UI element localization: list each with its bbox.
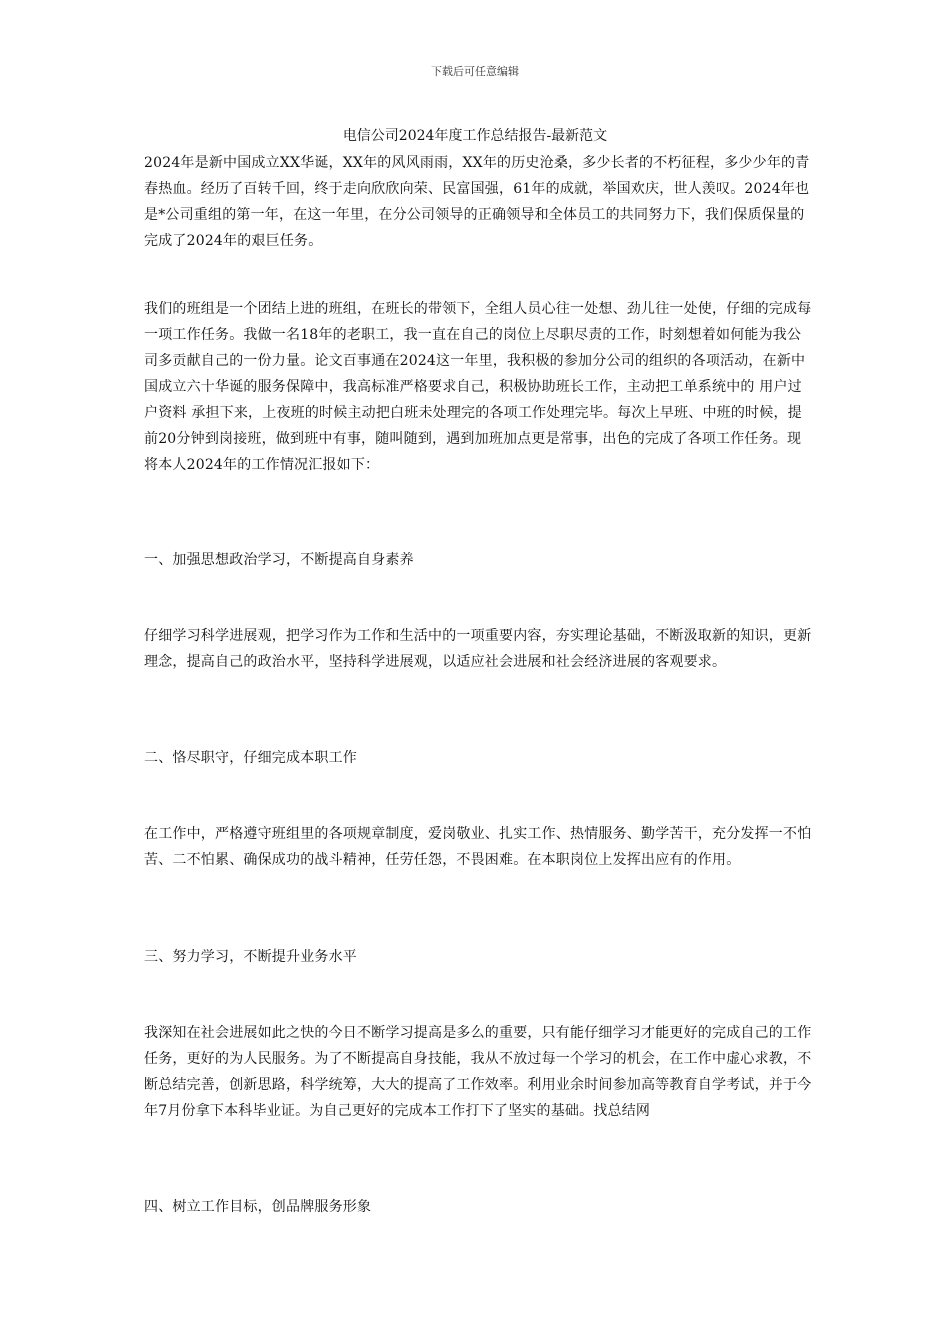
paragraph-text: 仔细学习科学进展观，把学习作为工作和生活中的一项重要内容，夯实理论基础，不断汲取新的知识，更新理念，提高自己的政治水平，坚持科学进展观，以适应社会进展和社会经济进展的客观要求。 bbox=[144, 628, 812, 670]
heading-text: 一、加强思想政治学习，不断提高自身素养 bbox=[144, 552, 414, 568]
paragraph-text: 2024年是新中国成立XX华诞，XX年的风风雨雨，XX年的历史沧桑，多少长者的不朽征程，多少少年的青春热血。经历了百转千回，终于走向欣欣向荣、民富国强，61年的成就，举国欢庆，世人羡叹。2024年也是*公司重组的第一年，在这一年里，在分公司领导的正确领导和全体员工的共同努力下，我们保质保量的完成了2024年的艰巨任务。 bbox=[144, 155, 810, 249]
paragraph-intro bbox=[144, 150, 812, 254]
paragraph-text: 我们的班组是一个团结上进的班组，在班长的带领下，全组人员心往一处想、劲儿往一处使，仔细的完成每一项工作任务。我做一名18年的老职工，我一直在自己的岗位上尽职尽责的工作，时刻想着如何能为我公司多贡献自己的一份力量。论文百事通在2024这一年里，我积极的参加分公司的组织的各项活动，在新中国成立六十华诞的服务保障中，我高标准严格要求自己，积极协助班长工作，主动把工单系统中的 用户过户资料 承担下来，上夜班的时候主动把白班未处理完的各项工作处理完毕。每次上早班、中班的时候，提前20分钟到岗接班，做到班中有事，随叫随到，遇到加班加点更是常事，出色的完成了各项工作任务。现将本人2024年的工作情况汇报如下： bbox=[144, 301, 812, 473]
document-title: 电信公司2024年度工作总结报告-最新范文 bbox=[342, 128, 608, 144]
paragraph-study bbox=[144, 623, 812, 675]
paragraph-text: 在工作中，严格遵守班组里的各项规章制度，爱岗敬业、扎实工作、热情服务、勤学苦干，充分发挥一不怕苦、二不怕累、确保成功的战斗精神，任劳任怨，不畏困难。在本职岗位上发挥出应有的作用。 bbox=[144, 826, 812, 868]
header-note: 下载后可任意编辑 bbox=[431, 65, 519, 78]
heading-text: 四、树立工作目标，创品牌服务形象 bbox=[144, 1199, 372, 1215]
section-heading-1 bbox=[144, 547, 812, 573]
section-heading-3 bbox=[144, 944, 812, 970]
section-heading-4 bbox=[144, 1194, 812, 1220]
section-heading-2 bbox=[144, 745, 812, 771]
heading-text: 三、努力学习，不断提升业务水平 bbox=[144, 949, 357, 965]
paragraph-duty bbox=[144, 821, 812, 873]
heading-text: 二、恪尽职守，仔细完成本职工作 bbox=[144, 750, 357, 766]
paragraph-learning bbox=[144, 1020, 812, 1124]
paragraph-text: 我深知在社会进展如此之快的今日不断学习提高是多么的重要，只有能仔细学习才能更好的完成自己的工作任务，更好的为人民服务。为了不断提高自身技能，我从不放过每一个学习的机会，在工作中虚心求教，不断总结完善，创新思路，科学统筹，大大的提高了工作效率。利用业余时间参加高等教育自学考试，并于今年7月份拿下本科毕业证。为自己更好的完成本工作打下了坚实的基础。找总结网 bbox=[144, 1025, 812, 1119]
paragraph-team bbox=[144, 296, 812, 478]
